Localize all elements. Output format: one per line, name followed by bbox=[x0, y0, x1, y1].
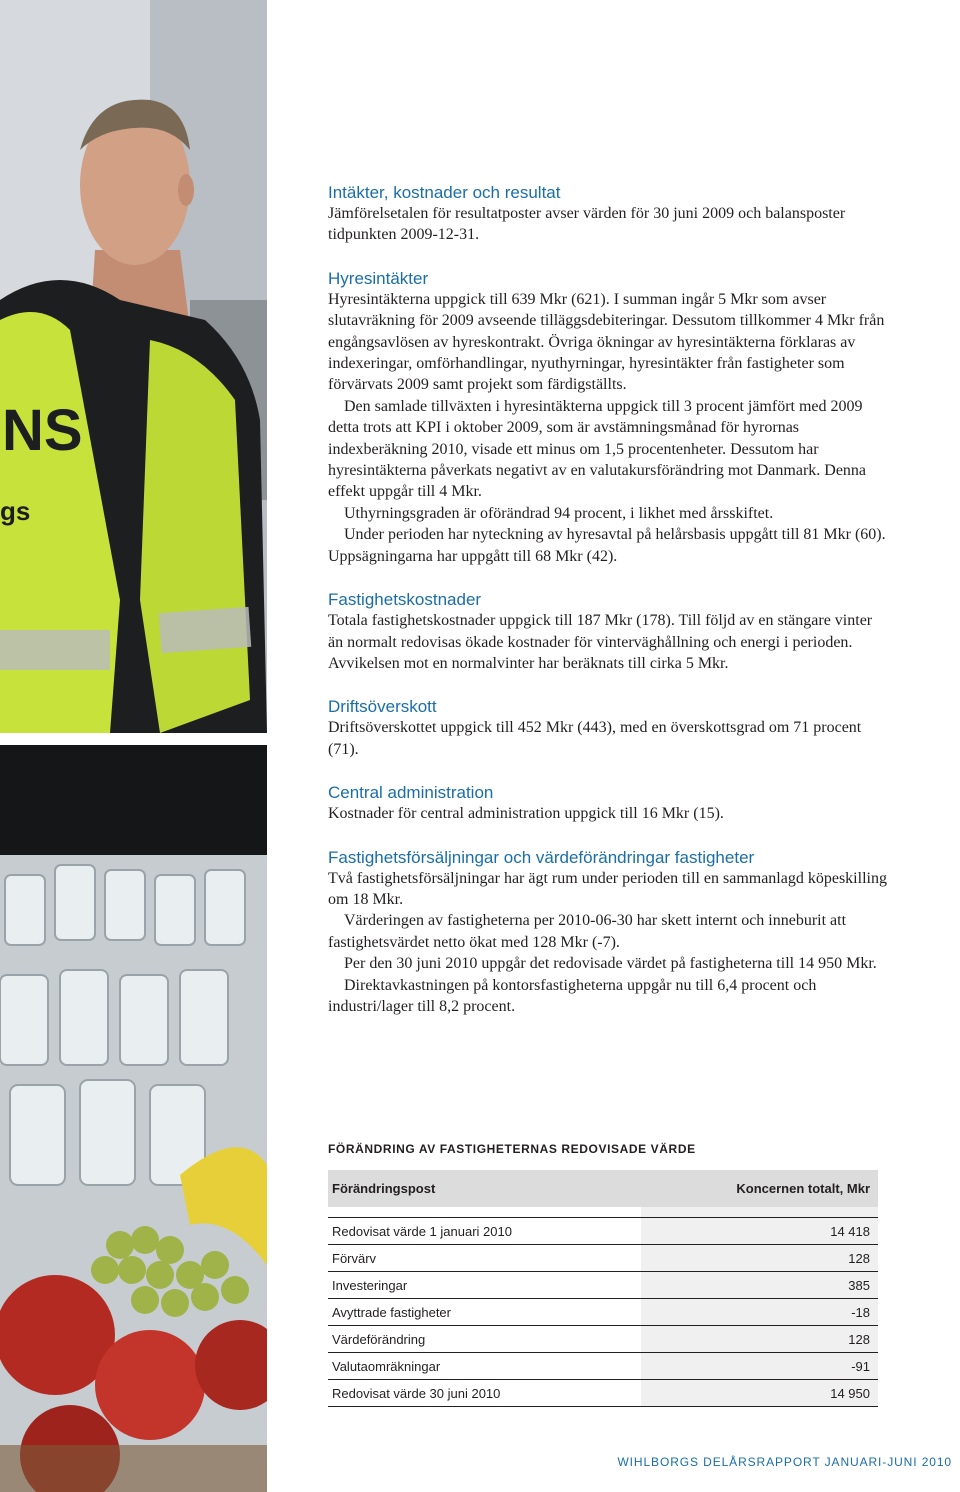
row-label: Valutaomräkningar bbox=[328, 1353, 641, 1380]
paragraph: Driftsöverskottet uppgick till 452 Mkr (443), med en överskottsgrad om 71 procent (71). bbox=[328, 719, 862, 758]
row-value: -91 bbox=[641, 1353, 878, 1380]
section-heading: Intäkter, kostnader och resultat bbox=[328, 183, 561, 202]
table-row bbox=[328, 1272, 878, 1299]
row-label: Redovisat värde 1 januari 2010 bbox=[328, 1218, 641, 1245]
value-change-table bbox=[328, 1170, 878, 1407]
section-heading: Hyresintäkter bbox=[328, 268, 429, 288]
paragraph: Hyresintäkterna uppgick till 639 Mkr (621). I summan ingår 5 Mkr som avser slutavräkning för 2009 avseende tilläggsdebiteringar. Dessutom tillkommer 4 Mkr från engångsavlösen av hyreskontrakt. Övriga ökningar av hyresintäkterna förklaras av indexeringar, omförhandlingar, nyuthyrningar, hyresintäkter från fastigheter som förvärvats 2009 samt projekt som färdigställts. bbox=[328, 290, 885, 394]
row-value: 14 950 bbox=[641, 1380, 878, 1407]
photo-glasses-fruit bbox=[0, 745, 267, 1492]
section-heading: Fastighetskostnader bbox=[328, 590, 482, 610]
article-body bbox=[328, 182, 888, 1039]
paragraph: Värderingen av fastigheterna per 2010-06-30 har skett internt och inneburit att fastighetsvärdet netto ökat med 128 Mkr (-7). bbox=[328, 912, 847, 951]
table-spacer bbox=[328, 1207, 878, 1218]
row-value: 128 bbox=[641, 1326, 878, 1353]
row-value: -18 bbox=[641, 1299, 878, 1326]
table-row bbox=[328, 1245, 878, 1272]
paragraph: Två fastighetsförsäljningar har ägt rum under perioden till en sammanlagd köpeskilling om 18 Mkr. bbox=[328, 869, 887, 908]
table-row bbox=[328, 1218, 878, 1245]
page-footer: WIHLBORGS DELÅRSRAPPORT JANUARI-JUNI 2010 bbox=[617, 1455, 952, 1469]
table-title: FÖRÄNDRING AV FASTIGHETERNAS REDOVISADE VÄRDE bbox=[328, 1142, 696, 1156]
row-label: Förvärv bbox=[328, 1245, 641, 1272]
row-label: Investeringar bbox=[328, 1272, 641, 1299]
paragraph: Direktavkastningen på kontorsfastigheterna uppgår nu till 6,4 procent och industri/lager till 8,2 procent. bbox=[328, 976, 817, 1015]
worker-illustration bbox=[0, 0, 267, 733]
paragraph: Under perioden har nyteckning av hyresavtal på helårsbasis uppgått till 81 Mkr (60). Uppsägningarna har uppgått till 68 Mkr (42). bbox=[328, 526, 886, 565]
table-row bbox=[328, 1326, 878, 1353]
column-header: Förändringspost bbox=[328, 1170, 641, 1207]
vest-print-1: NS bbox=[2, 398, 83, 463]
section-fastighetskostnader bbox=[328, 589, 888, 674]
table-row bbox=[328, 1353, 878, 1380]
paragraph: Per den 30 juni 2010 uppgår det redovisade värdet på fastigheterna till 14 950 Mkr. bbox=[344, 955, 877, 973]
section-heading: Central administration bbox=[328, 783, 494, 803]
table-row bbox=[328, 1380, 878, 1407]
section-fastighetsforsaljningar bbox=[328, 847, 888, 1018]
row-label: Redovisat värde 30 juni 2010 bbox=[328, 1380, 641, 1407]
section-intakter bbox=[328, 182, 888, 246]
paragraph: Jämförelsetalen för resultatposter avser värden för 30 juni 2009 och balansposter tidpunkten 2009-12-31. bbox=[328, 205, 846, 244]
paragraph: Uthyrningsgraden är oförändrad 94 procent, i likhet med årsskiftet. bbox=[344, 504, 774, 522]
table-header-row bbox=[328, 1170, 878, 1207]
section-driftsoverskott bbox=[328, 696, 888, 760]
paragraph: Totala fastighetskostnader uppgick till 187 Mkr (178). Till följd av en stängare vinter än normalt redovisas ökade kostnader för vinterväghållning och energi i perioden. Avvikelsen mot en normalvinter har beräknats till cirka 5 Mkr. bbox=[328, 612, 873, 672]
section-heading: Fastighetsförsäljningar och värdeförändringar fastigheter bbox=[328, 847, 755, 867]
row-label: Värdeförändring bbox=[328, 1326, 641, 1353]
glasses-fruit-illustration bbox=[0, 745, 267, 1492]
row-value: 128 bbox=[641, 1245, 878, 1272]
paragraph: Kostnader för central administration uppgick till 16 Mkr (15). bbox=[328, 805, 724, 823]
paragraph: Den samlade tillväxten i hyresintäkterna uppgick till 3 procent jämfört med 2009 detta trots att KPI i oktober 2009, som är avstämningsmånad för hyrornas indexberäkning 2010, visade ett minus om 1,5 procentenheter. Dessutom har hyresintäkterna påverkats negativt av en valutakursförändring mot Danmark. Denna effekt uppgår till 4 Mkr. bbox=[328, 397, 867, 501]
vest-print-2: gs bbox=[0, 496, 31, 526]
row-label: Avyttrade fastigheter bbox=[328, 1299, 641, 1326]
photo-worker bbox=[0, 0, 267, 733]
row-value: 14 418 bbox=[641, 1218, 878, 1245]
section-heading: Driftsöverskott bbox=[328, 697, 437, 717]
section-central-administration bbox=[328, 782, 888, 824]
row-value: 385 bbox=[641, 1272, 878, 1299]
section-hyresintakter bbox=[328, 268, 888, 567]
column-header: Koncernen totalt, Mkr bbox=[641, 1170, 878, 1207]
table-row bbox=[328, 1299, 878, 1326]
